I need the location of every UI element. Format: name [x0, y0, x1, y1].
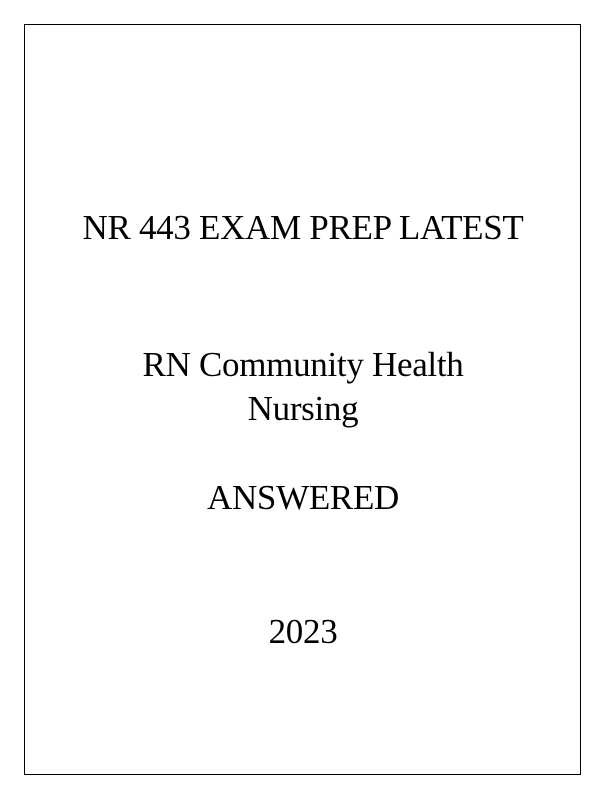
document-subtitle-line-1: RN Community Health	[142, 345, 464, 384]
document-year: 2023	[268, 612, 338, 651]
document-title: NR 443 EXAM PREP LATEST	[82, 208, 524, 247]
document-status: ANSWERED	[206, 478, 400, 517]
document-subtitle-line-2: Nursing	[247, 389, 359, 428]
